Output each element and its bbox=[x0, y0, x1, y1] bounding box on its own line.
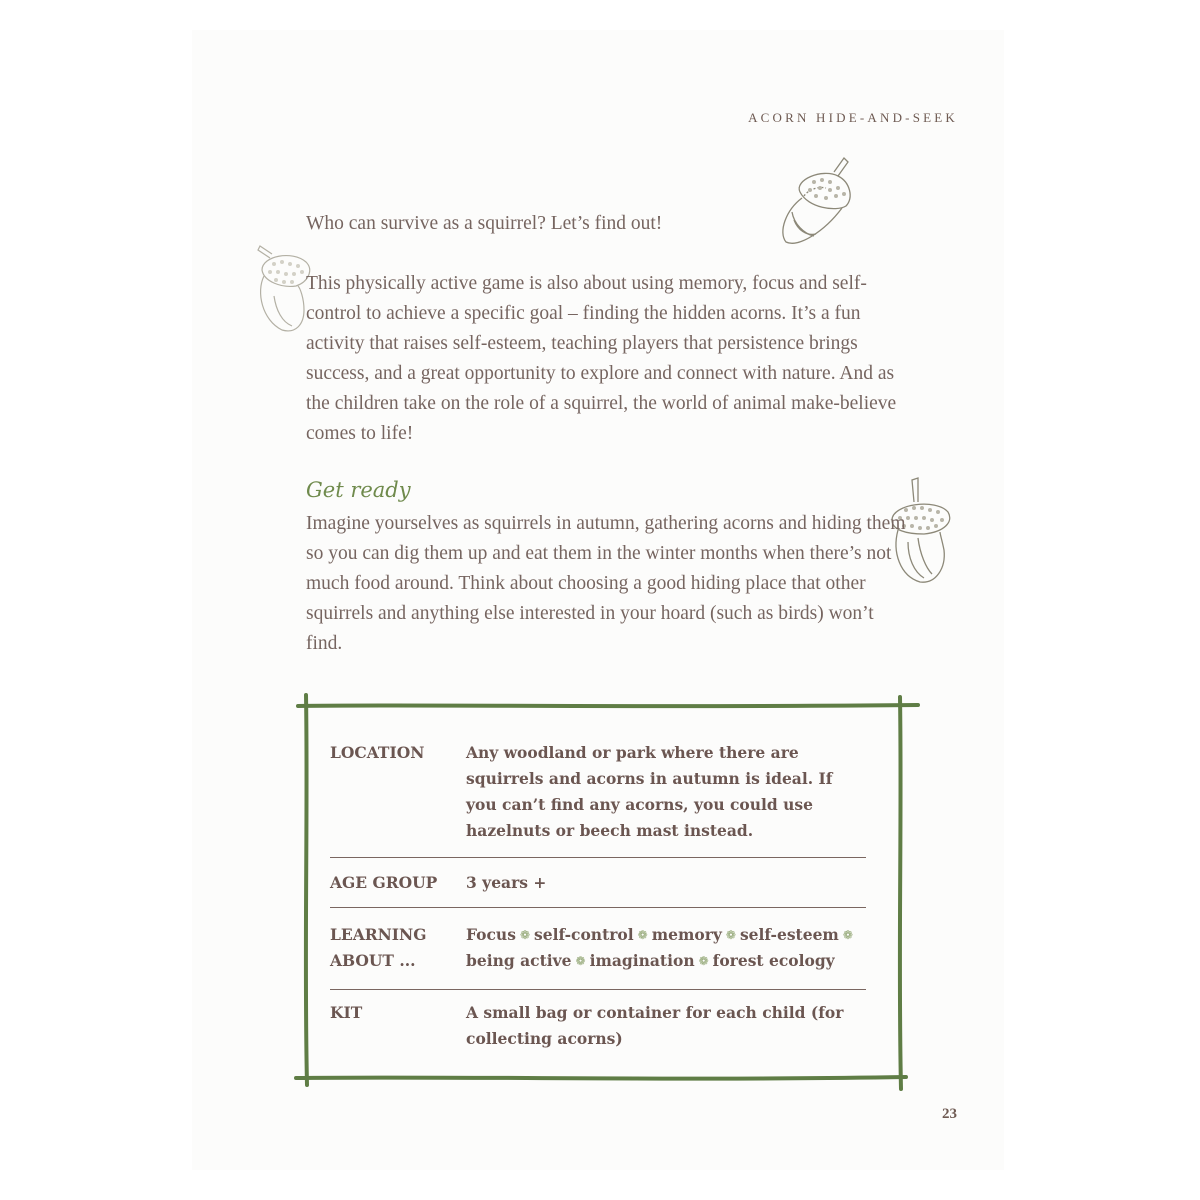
leaf-separator-icon: ❁ bbox=[519, 928, 530, 942]
intro-paragraph: This physically active game is also about using memory, focus and self-control to achieve a specific goal – finding the hidden acorns. It’s a fun activity that raises self-esteem, teaching players that persistence brings success, and a great opportunity to explore and connect with nature. And as the children take on the role of a squirrel, the world of animal make-believe comes to life! bbox=[306, 273, 897, 444]
leaf-separator-icon: ❁ bbox=[698, 954, 709, 968]
learning-item: self-control bbox=[534, 925, 634, 944]
info-label: AGE GROUP bbox=[330, 873, 438, 892]
learning-item: being active bbox=[466, 951, 572, 970]
divider bbox=[330, 857, 866, 858]
info-value: 3 years + bbox=[466, 873, 547, 892]
info-value: A small bag or container for each child (for collecting acorns) bbox=[466, 1003, 844, 1048]
leaf-separator-icon: ❁ bbox=[842, 928, 853, 942]
info-label-line: ABOUT ... bbox=[330, 951, 416, 970]
leaf-separator-icon: ❁ bbox=[725, 928, 736, 942]
leaf-separator-icon: ❁ bbox=[637, 928, 648, 942]
intro-question: Who can survive as a squirrel? Let’s find out! bbox=[306, 213, 663, 234]
learning-items bbox=[466, 922, 866, 974]
learning-item: memory bbox=[651, 925, 722, 944]
divider bbox=[330, 989, 866, 990]
get-ready-paragraph: Imagine yourselves as squirrels in autumn, gathering acorns and hiding them so you can dig them up and eat them in the winter months when there’s not much food around. Think about choosing a good hiding place that other squirrels and anything else interested in your hoard (such as birds) won’t find. bbox=[306, 513, 906, 654]
page-number: 23 bbox=[942, 1106, 957, 1122]
learning-item: imagination bbox=[589, 951, 695, 970]
section-heading: Get ready bbox=[306, 478, 411, 502]
leaf-separator-icon: ❁ bbox=[575, 954, 586, 968]
running-head: ACORN HIDE-AND-SEEK bbox=[748, 110, 958, 125]
learning-item: Focus bbox=[466, 925, 516, 944]
info-label-line: LEARNING bbox=[330, 925, 427, 944]
learning-item: self-esteem bbox=[739, 925, 839, 944]
learning-item: forest ecology bbox=[712, 951, 835, 970]
info-value: Any woodland or park where there are squirrels and acorns in autumn is ideal. If you can’t find any acorns, you could use hazelnuts or beech mast instead. bbox=[466, 743, 833, 840]
info-label: LOCATION bbox=[330, 743, 425, 762]
info-label bbox=[330, 922, 460, 974]
info-label: KIT bbox=[330, 1003, 363, 1022]
divider bbox=[330, 907, 866, 908]
